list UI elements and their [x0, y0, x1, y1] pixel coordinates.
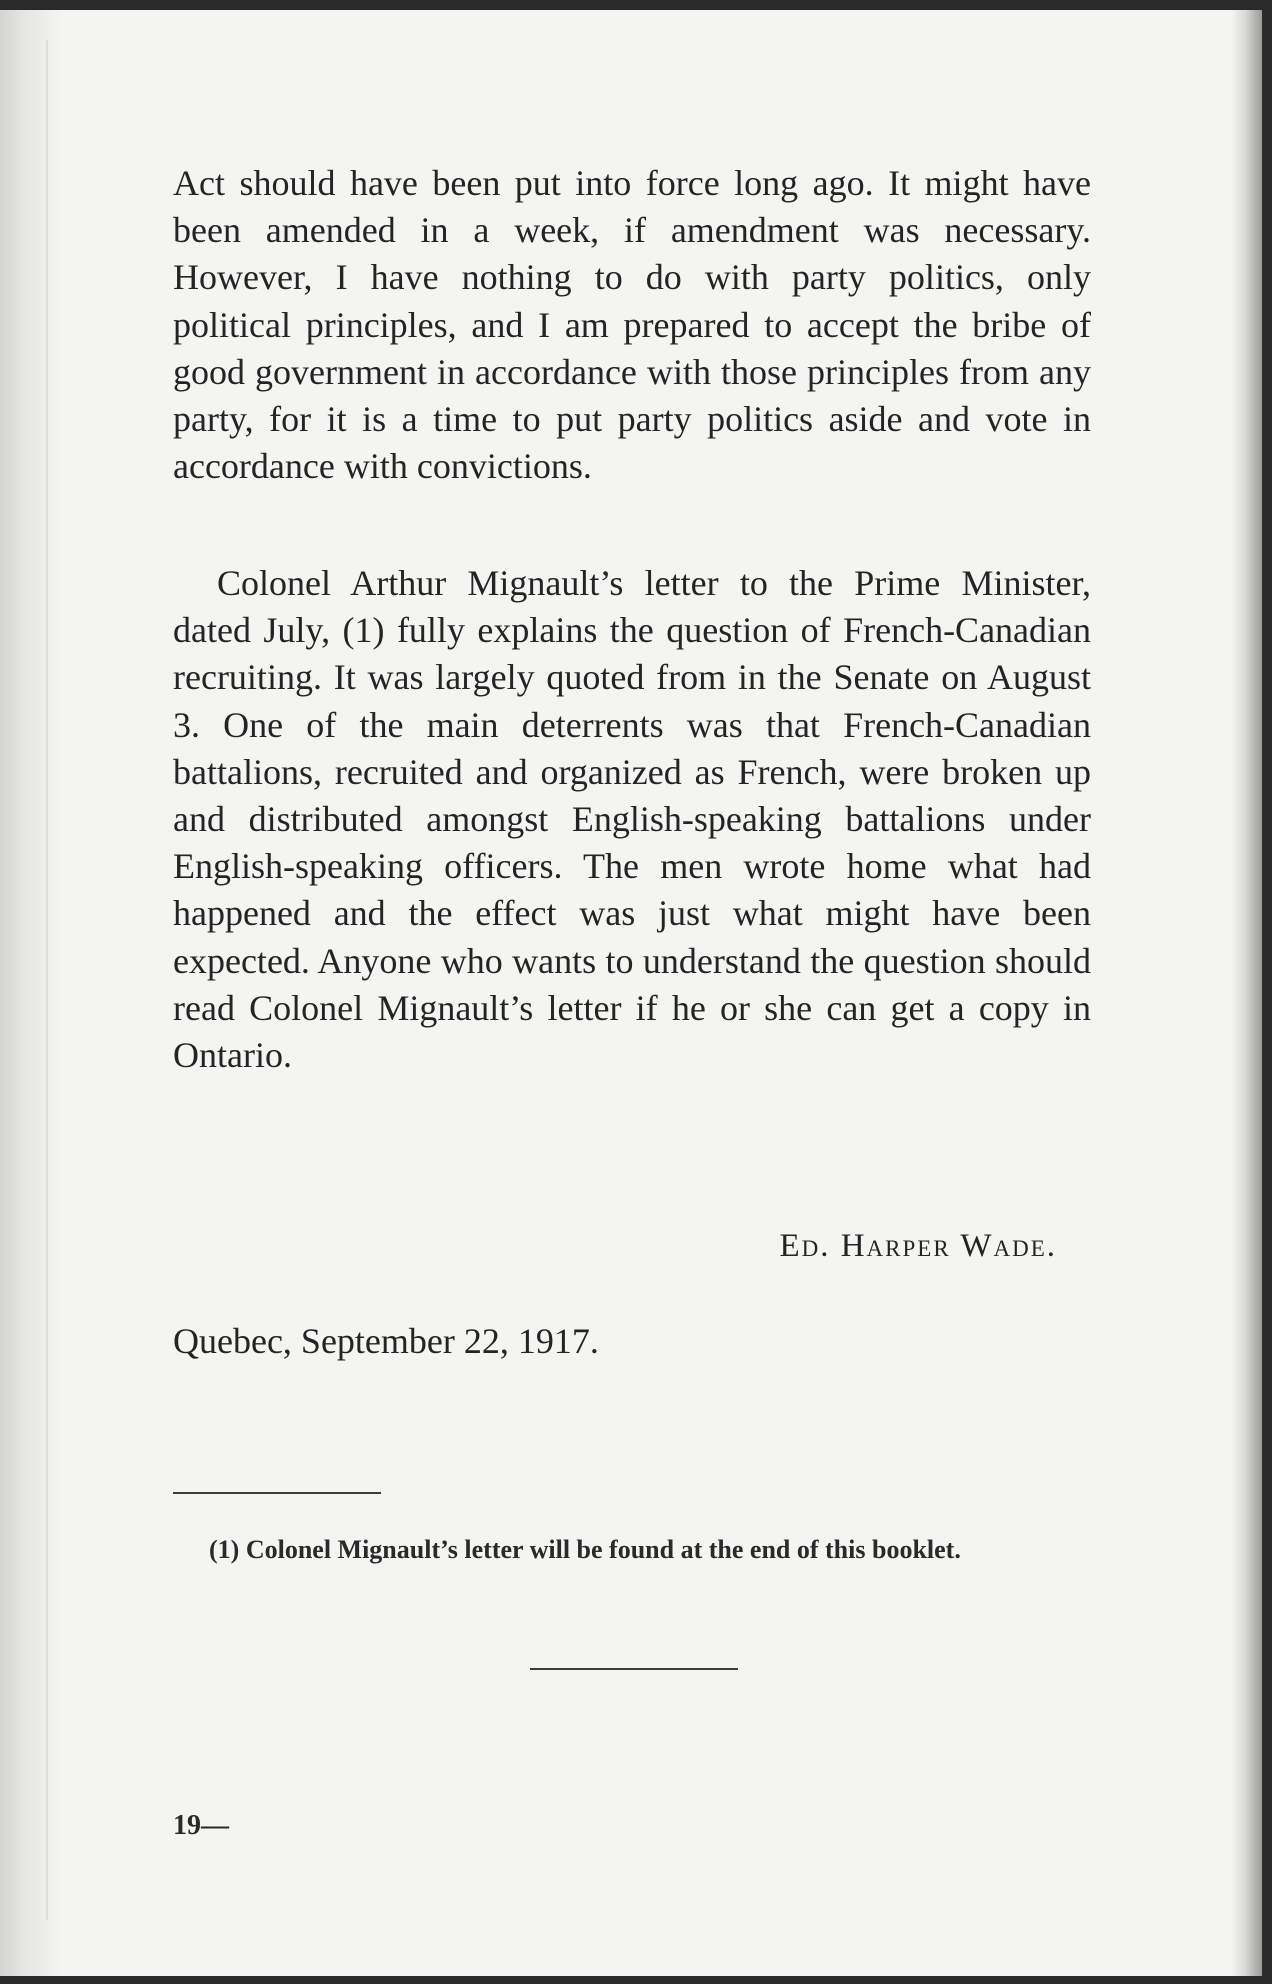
document-page	[0, 10, 1262, 1976]
body-paragraph-2: Colonel Arthur Mignault’s letter to the Prime Minister, dated July, (1) fully explains the question of French-Canadian recruiting. It was largely quoted from in the Senate on August 3. One of the main deterrents was that French-Canadian battalions, recruited and organized as French, were broken up and distributed amongst English-speaking battalions under English-speaking officers. The men wrote home what had happened and the effect was just what might have been expected. Anyone who wants to understand the question should read Colonel Mignault’s letter if he or she can get a copy in Ontario.	[173, 563, 1091, 1076]
footnote: (1) Colonel Mignault’s letter will be found at the end of this booklet.	[209, 1535, 961, 1564]
section-end-rule	[530, 1668, 738, 1670]
body-paragraph-1: Act should have been put into force long ago. It might have been amended in a week, if amendment was necessary. However, I have nothing to do with party politics, only political principles, and I am prepared to accept the bribe of good government in accordance with those principles from any party, for it is a time to put party politics aside and vote in accordance with convictions.	[173, 163, 1091, 487]
author-signature: Ed. Harper Wade.	[779, 1228, 1057, 1264]
page-number: 19—	[173, 1810, 229, 1841]
page-right-edge-shadow	[1232, 10, 1262, 1976]
footnote-divider	[173, 1492, 381, 1494]
dateline: Quebec, September 22, 1917.	[173, 1321, 599, 1361]
page-gutter-shadow	[0, 10, 62, 1976]
page-edge-line	[46, 40, 48, 1920]
